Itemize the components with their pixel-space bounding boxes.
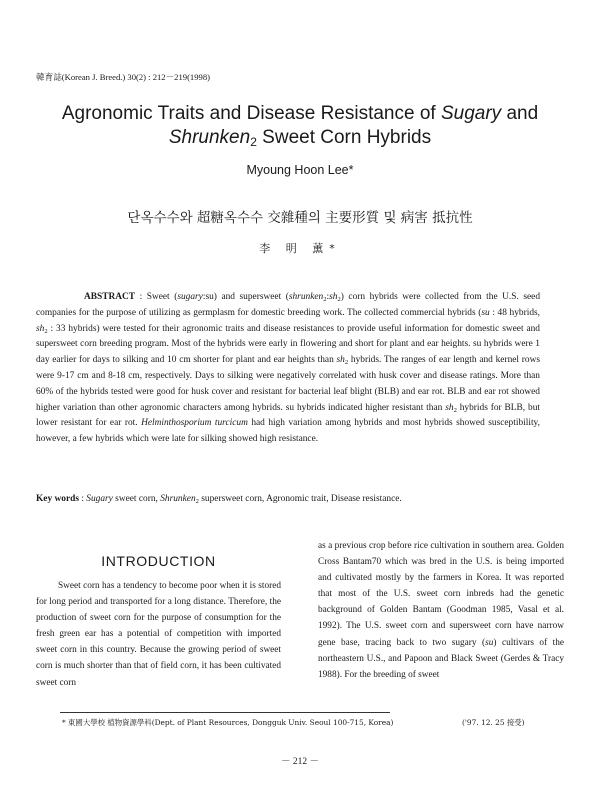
keyword-text: sweet corn, [112, 494, 161, 504]
body-text: as a previous crop before rice cultivation in southern area. Golden Cross Bantam70 which was bred in the U.S. is being imported and cultivated mostly by the farmers in Korea. It was reported that most of the U.S. sweet corn inbreds had the genetic background of Golden Bantam (Goodman 1985, Vasal et al. 1992). The U.S. sweet corn and supersweet corn have narrow gene base, tracing back to two sugary ( [318, 541, 564, 648]
abstract-italic: Helminthosporium turcicum [141, 418, 248, 429]
abstract-text: :su) and supersweet ( [202, 292, 289, 302]
page-number: － 212 － [280, 757, 319, 767]
abstract [36, 290, 540, 448]
journal-reference: 韓育誌(Korean J. Breed.) 30(2) : 212－219(1998) [36, 72, 210, 82]
received-date: ('97. 12. 25 接受) [462, 718, 525, 727]
abstract-subscript: 2 [323, 296, 327, 303]
abstract-italic: sugary [177, 292, 203, 302]
author-name: Myoung Hoon Lee* [246, 163, 354, 177]
abstract-text: Sweet ( [146, 292, 178, 302]
footnote-divider [60, 712, 390, 713]
title-text: Agronomic Traits and Disease Resistance of [61, 103, 441, 124]
footnote-affiliation: * 東國大學校 植物資源學科(Dept. of Plant Resources, Dongguk Univ. Seoul 100-715, Korea) [62, 718, 394, 727]
title-line-1 [40, 102, 560, 126]
abstract-subscript: 2 [337, 296, 341, 303]
abstract-italic: sh [329, 292, 338, 302]
abstract-subscript: 2 [44, 327, 48, 335]
abstract-italic: sh [336, 355, 345, 366]
introduction-right-column [318, 538, 564, 683]
keyword-italic: Shrunken [160, 494, 196, 504]
keyword-italic: Sugary [86, 494, 113, 504]
paper-title [40, 102, 560, 150]
abstract-text: had high variation among hybrids and most hybrids showed susceptibility, however, a few hybrids which were late for silking showed high resistance. [36, 418, 540, 445]
title-subscript: 2 [250, 135, 257, 149]
title-text: and [501, 103, 539, 124]
korean-author: 李 明 薰* [259, 242, 341, 255]
keywords [36, 492, 556, 506]
abstract-italic: su [481, 307, 490, 318]
title-italic-term: Sugary [440, 103, 502, 124]
title-line-2 [40, 126, 560, 150]
abstract-text: : 33 hybrids) were tested for their agronomic traits and disease resistances to provide useful information for domestic sweet and supersweet corn breeding program. Most of the hybrids were early in flowering and short for plant and ear heights. su hybrids were 1 day earlier for days to silking and 10 cm shorter for plant and ear heights than [36, 323, 540, 366]
introduction-left-column: Sweet corn has a tendency to become poor when it is stored for long period and transported for a long distance. Therefore, the production of sweet corn for the purpose of consumption for the fresh green ear has a potential of competition with imported sweet corn in this country. Because the growing period of sweet corn is much shorter than that of field corn, it has been cultivated sweet corn [36, 581, 281, 688]
title-italic-term: Shrunken [168, 127, 251, 148]
separator: : [135, 292, 147, 302]
abstract-italic: shrunken [288, 292, 324, 302]
abstract-subscript: 2 [453, 406, 457, 414]
abstract-subscript: 2 [344, 359, 349, 367]
abstract-italic: sh [36, 323, 45, 334]
abstract-label: ABSTRACT [84, 292, 136, 302]
keyword-text: supersweet corn, Agronomic trait, Disease resistance. [198, 494, 402, 504]
title-text: Sweet Corn Hybrids [256, 127, 432, 148]
separator: : [78, 494, 87, 504]
korean-title: 단옥수수와 超糖옥수수 交雜種의 主要形質 및 病害 抵抗性 [127, 210, 473, 226]
abstract-text: : [326, 292, 330, 302]
abstract-text: : 48 hybrids, [489, 307, 540, 318]
abstract-text: hybrids. The ranges of ear length and kernel rows were 9-17 cm and 8-18 cm, respectively. Days to silking were negatively correlated with husk cover and disease ratings. More than 60% of the hybrids tested were good for husk cover and resistant for bacterial leaf blight (BLB) and ear rot. BLB and ear rot showed higher variation than other agronomic characters among hybrids. su hybrids indicated higher resistant than [36, 355, 541, 413]
abstract-text: ) corn hybrids were collected from the U.S. seed companies for the purpose of utilizing as germplasm for domestic breeding work. The collected commercial hybrids ( [36, 292, 541, 318]
body-text: ) cultivars of the northeastern U.S., and Papoon and Black Sweet (Gerdes & Tracy 1988). For the breeding of sweet [318, 637, 564, 680]
keywords-label: Key words [36, 494, 79, 504]
keyword-subscript: 2 [195, 498, 199, 505]
body-italic: su [485, 637, 494, 648]
abstract-text: hybrids for BLB, but lower resistant for ear rot. [36, 402, 540, 429]
abstract-italic: sh [445, 402, 454, 413]
introduction-heading: INTRODUCTION [101, 553, 216, 569]
